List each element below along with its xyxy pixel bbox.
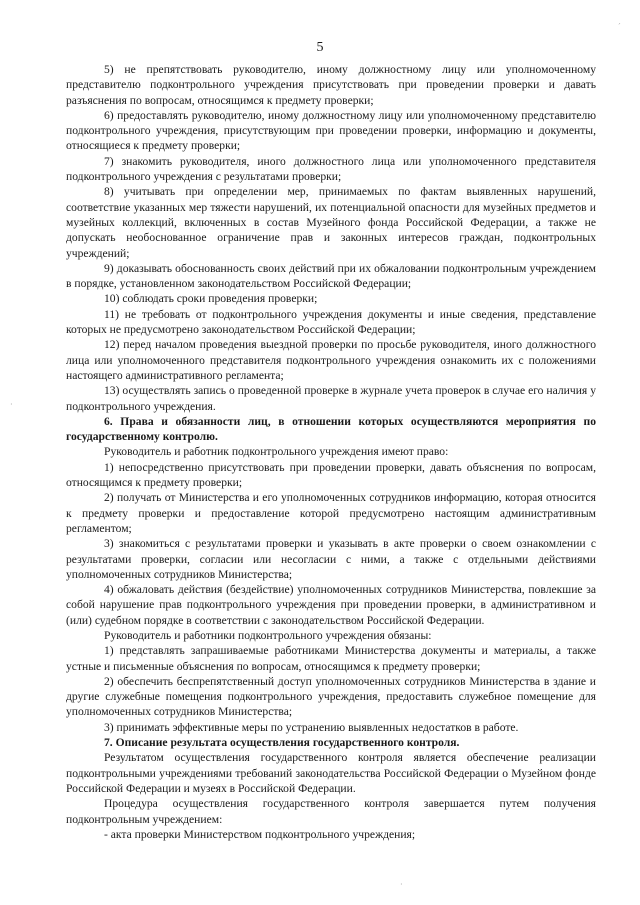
paragraph: Руководитель и работник подконтрольного учреждения имеют право: bbox=[104, 445, 449, 459]
scan-artifact-mark: ´ bbox=[618, 22, 621, 31]
paragraph: 1) непосредственно присутствовать при проведении проверки, давать объяснения по вопросам, относящимся к предмету проверки; bbox=[66, 460, 596, 490]
paragraph: 10) соблюдать сроки проведения проверки; bbox=[104, 292, 318, 306]
paragraph: 13) осуществлять запись о проведенной проверке в журнале учета проверок в случае его наличия у подконтрольного учреждения. bbox=[66, 384, 596, 413]
scan-artifact-mark: · bbox=[10, 400, 13, 409]
document-body bbox=[66, 62, 596, 842]
section-heading: 6. Права и обязанности лиц, в отношении которых осуществляются мероприятия по государственному контролю. bbox=[66, 414, 596, 444]
section-heading: 7. Описание результата осуществления государственного контроля. bbox=[104, 736, 460, 750]
paragraph: 7) знакомить руководителя, иного должностного лица или уполномоченного представителя подконтрольного учреждения с результатами проверки; bbox=[66, 154, 596, 184]
paragraph: - акта проверки Министерством подконтрольного учреждения; bbox=[104, 827, 416, 841]
page-number: 5 bbox=[316, 40, 324, 55]
paragraph: 11) не требовать от подконтрольного учреждения документы и иные сведения, представление которых не предусмотрено законодательством Российской Федерации; bbox=[66, 307, 596, 337]
paragraph: 6) предоставлять руководителю, иному должностному лицу или уполномоченному представителю подконтрольного учреждения, присутствующим при проведении проверки, информацию и документы, относящиеся к предмету проверки; bbox=[66, 108, 596, 153]
paragraph: 1) представлять запрашиваемые работниками Министерства документы и материалы, а также устные и письменные объяснения по вопросам, относящимся к предмету проверки; bbox=[66, 644, 596, 673]
paragraph: 5) не препятствовать руководителю, иному должностному лицу или уполномоченному представителю подконтрольного учреждения присутствовать при проведении проверки и давать разъяснения по вопросам, относящимся к предмету проверки; bbox=[66, 63, 596, 107]
paragraph: 12) перед началом проведения выездной проверки по просьбе руководителя, иного должностного лица или уполномоченного представителя подконтрольного учреждения ознакомить их с положениями настоящего административного регламента; bbox=[66, 338, 596, 382]
paragraph: 3) принимать эффективные меры по устранению выявленных недостатков в работе. bbox=[104, 720, 519, 734]
paragraph: 8) учитывать при определении мер, принимаемых по фактам выявленных нарушений, соответствие указанных мер тяжести нарушений, их потенциальной опасности для музейных предметов и музейных коллекций, включенных в состав Музейного фонда Российской Федерации, а также не допускать необоснованное ограничение прав и законных интересов граждан, подконтрольных учреждений; bbox=[66, 185, 596, 260]
paragraph: Результатом осуществления государственного контроля является обеспечение реализации подконтрольными учреждениями требований законодательства Российской Федерации о Музейном фонде Российской Федерации и музеях в Российской Федерации. bbox=[66, 751, 596, 795]
paragraph: 2) обеспечить беспрепятственный доступ уполномоченных сотрудников Министерства в здание и другие служебные помещения подконтрольного учреждения, предоставить служебное помещение для уполномоченных сотрудников Министерства; bbox=[66, 674, 596, 719]
paragraph: Процедура осуществления государственного контроля завершается путем получения подконтрольным учреждением: bbox=[66, 797, 596, 826]
paragraph: Руководитель и работники подконтрольного учреждения обязаны: bbox=[104, 628, 432, 642]
paragraph: 3) знакомиться с результатами проверки и указывать в акте проверки о своем ознакомлении с результатами проверки, согласии или несогласии с ними, а также с отдельными действиями уполномоченных сотрудников Министерства; bbox=[66, 537, 596, 581]
paragraph: 2) получать от Министерства и его уполномоченных сотрудников информацию, которая относится к предмету проверки и предоставление которой предусмотрено настоящим административным регламентом; bbox=[66, 491, 596, 535]
scan-artifact-mark: · bbox=[400, 880, 403, 889]
paragraph: 9) доказывать обоснованность своих действий при их обжаловании подконтрольным учреждением в порядке, установленном законодательством Российской Федерации; bbox=[66, 261, 596, 291]
paragraph: 4) обжаловать действия (бездействие) уполномоченных сотрудников Министерства, повлекшие за собой нарушение прав подконтрольного учреждения при проведении проверки, в административном и (или) судебном порядке в соответствии с законодательством Российской Федерации. bbox=[66, 583, 596, 627]
